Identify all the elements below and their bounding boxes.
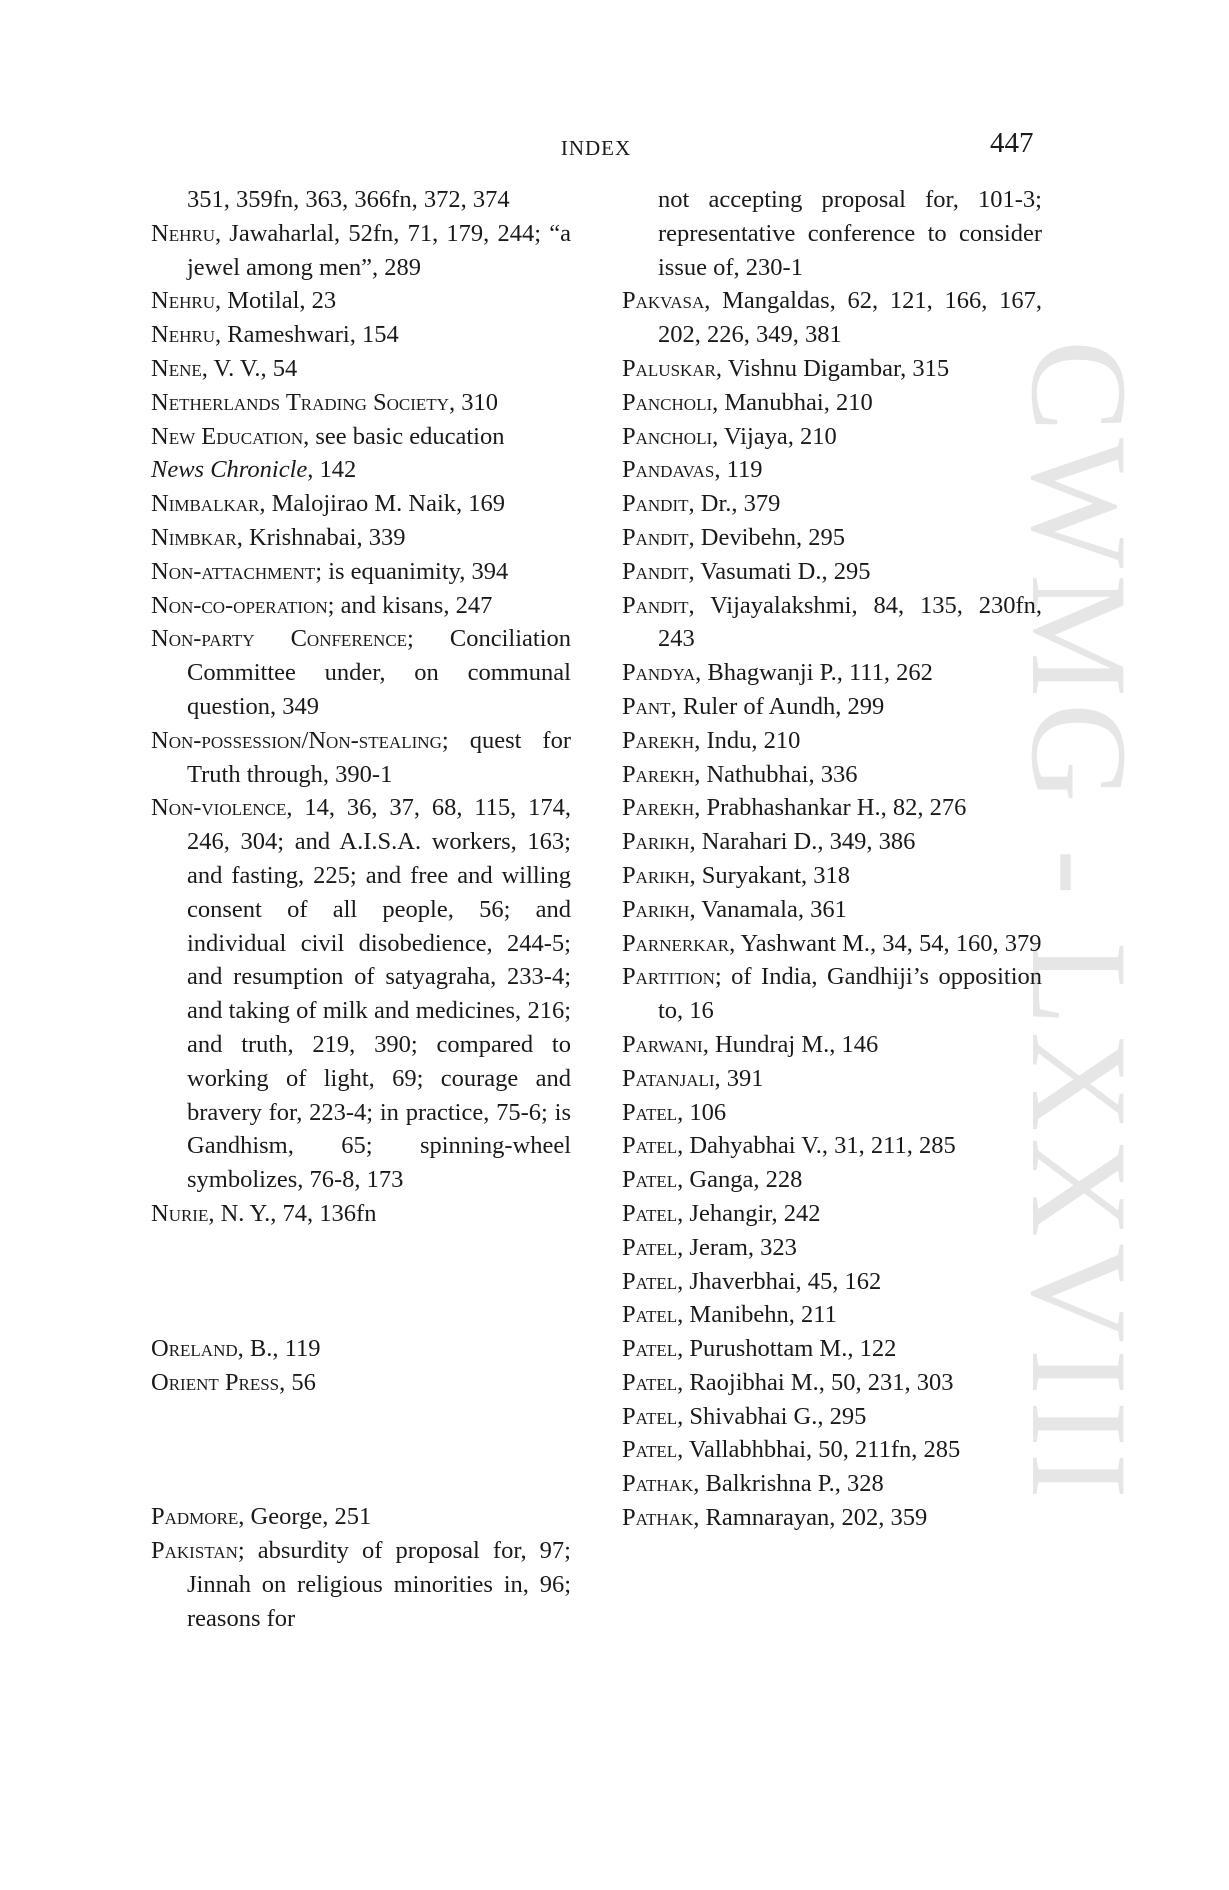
entry-locators: , Ramnarayan, 202, 359 <box>693 1504 928 1532</box>
entry-locators: , Jehangir, 242 <box>677 1199 821 1227</box>
index-entry <box>622 1501 1042 1535</box>
letter-gap <box>151 1399 571 1500</box>
entry-heading: Pancholi <box>622 388 713 416</box>
page-number: 447 <box>990 127 1034 159</box>
index-entry <box>151 1332 571 1366</box>
index-entry <box>151 284 571 318</box>
entry-heading: Patel <box>622 1436 678 1464</box>
entry-heading: Parikh <box>622 828 690 856</box>
entry-locators: , 106 <box>677 1098 727 1126</box>
index-entry <box>151 555 571 589</box>
index-entry <box>622 1129 1042 1163</box>
index-entry <box>151 622 571 723</box>
entry-heading: Parnerkar <box>622 929 730 957</box>
entry-heading: Padmore <box>151 1503 239 1531</box>
entry-locators: , Balkrishna P., 328 <box>693 1470 884 1498</box>
entry-heading: Parwani <box>622 1030 703 1058</box>
index-entry <box>622 724 1042 758</box>
index-entry <box>622 1096 1042 1130</box>
entry-heading: Nimbalkar <box>151 490 260 518</box>
running-header: INDEX <box>560 136 632 160</box>
entry-locators: , Ruler of Aundh, 299 <box>670 692 885 720</box>
index-entry <box>622 859 1042 893</box>
entry-locators: , Suryakant, 318 <box>689 861 851 889</box>
entry-locators: , Ganga, 228 <box>677 1166 803 1194</box>
entry-heading: Parikh <box>622 861 690 889</box>
entry-heading: Pancholi <box>622 422 713 450</box>
index-entry <box>622 927 1042 961</box>
entry-locators: , Rameshwari, 154 <box>214 321 399 349</box>
index-entry <box>151 352 571 386</box>
index-group-o <box>151 1332 571 1400</box>
index-entry <box>151 318 571 352</box>
index-entry <box>151 217 571 285</box>
entry-heading: Pandit <box>622 523 689 551</box>
index-entry <box>622 183 1042 284</box>
index-group-n <box>151 183 571 1231</box>
index-entry <box>151 521 571 555</box>
entry-locators: not accepting proposal for, 101-3; representative conference to consider issue of, 230-1 <box>658 186 1042 281</box>
index-entry <box>622 656 1042 690</box>
entry-heading: Orient Press <box>151 1368 280 1396</box>
index-entry <box>622 284 1042 352</box>
entry-locators: , Malojirao M. Naik, 169 <box>259 490 506 518</box>
index-entry <box>622 690 1042 724</box>
entry-locators: , Krishnabai, 339 <box>236 523 406 551</box>
entry-heading: Pathak <box>622 1470 694 1498</box>
index-entry <box>151 183 571 217</box>
entry-heading: Patel <box>622 1233 678 1261</box>
index-entry <box>151 1534 571 1635</box>
entry-locators: , Vanamala, 361 <box>689 895 847 923</box>
entry-heading: Pandit <box>622 591 689 619</box>
index-column-left <box>151 183 571 1635</box>
entry-locators: , Manubhai, 210 <box>712 388 873 416</box>
entry-locators: ; of India, Gandhiji’s opposition to, 16 <box>658 963 1042 1025</box>
entry-locators: , Vallabhbhai, 50, 211fn, 285 <box>677 1436 961 1464</box>
entry-heading: Non-violence <box>151 794 287 822</box>
entry-heading: Nehru <box>151 287 215 315</box>
entry-locators: , Nathubhai, 336 <box>694 760 858 788</box>
index-entry <box>622 791 1042 825</box>
entry-locators: ; is equanimity, 394 <box>315 557 509 585</box>
index-entry <box>151 1500 571 1534</box>
index-entry <box>622 1400 1042 1434</box>
entry-heading: Parekh <box>622 726 695 754</box>
entry-heading: Netherlands Trading Society <box>151 388 449 416</box>
index-entry <box>622 1028 1042 1062</box>
entry-heading: Parekh <box>622 760 695 788</box>
entry-heading: Non-possession/Non-stealing <box>151 726 442 754</box>
entry-heading: Patel <box>622 1199 678 1227</box>
index-entry <box>622 1332 1042 1366</box>
entry-heading: Non-party Conference <box>151 625 408 653</box>
entry-locators: , Vishnu Digambar, 315 <box>715 354 950 382</box>
index-entry <box>151 453 571 487</box>
entry-locators: , Vijaya, 210 <box>712 422 837 450</box>
entry-locators: , 119 <box>714 456 763 484</box>
entry-heading: New Education <box>151 422 304 450</box>
entry-locators: , V. V., 54 <box>201 354 298 382</box>
entry-heading: Nimbkar <box>151 523 237 551</box>
entry-heading: Patel <box>622 1267 678 1295</box>
entry-locators: , Bhagwanji P., 111, 262 <box>695 659 933 687</box>
index-entry <box>151 1366 571 1400</box>
index-entry <box>622 1366 1042 1400</box>
entry-locators: , Hundraj M., 146 <box>702 1030 879 1058</box>
index-entry <box>151 487 571 521</box>
index-entry <box>622 1197 1042 1231</box>
entry-heading: Nehru <box>151 219 215 247</box>
index-entry <box>622 1467 1042 1501</box>
entry-locators: , Narahari D., 349, 386 <box>689 828 916 856</box>
index-entry <box>622 555 1042 589</box>
entry-heading: Partition <box>622 963 715 991</box>
index-entry <box>151 1197 571 1231</box>
index-entry <box>622 420 1042 454</box>
entry-locators: , 310 <box>448 388 498 416</box>
entry-locators: , Vasumati D., 295 <box>688 557 871 585</box>
index-entry <box>151 791 571 1197</box>
entry-locators: , Jeram, 323 <box>677 1233 797 1261</box>
entry-locators: , Prabhashankar H., 82, 276 <box>694 794 967 822</box>
entry-locators: , Motilal, 23 <box>214 287 337 315</box>
index-entry <box>151 589 571 623</box>
entry-locators: , Indu, 210 <box>694 726 801 754</box>
index-entry <box>151 386 571 420</box>
entry-locators: , George, 251 <box>238 1503 372 1531</box>
index-entry <box>622 1298 1042 1332</box>
entry-heading: Pandit <box>622 557 689 585</box>
entry-heading: Patel <box>622 1132 678 1160</box>
entry-locators: 351, 359fn, 363, 366fn, 372, 374 <box>187 186 510 213</box>
index-entry <box>622 589 1042 657</box>
entry-heading: Nehru <box>151 321 215 349</box>
entry-heading: Patel <box>622 1335 678 1363</box>
index-entry <box>622 1231 1042 1265</box>
entry-heading: Patel <box>622 1368 678 1396</box>
entry-locators: , Dr., 379 <box>688 490 781 518</box>
entry-locators: , Vijayalakshmi, 84, 135, 230fn, 243 <box>658 591 1042 653</box>
entry-heading: Non-attachment <box>151 557 316 585</box>
entry-heading: Non-co-operation <box>151 591 328 619</box>
entry-heading: Pant <box>622 692 671 720</box>
entry-locators: ; Conciliation Committee under, on communal question, 349 <box>187 625 572 720</box>
entry-locators: , Raojibhai M., 50, 231, 303 <box>677 1368 954 1396</box>
entry-heading: Pandya <box>622 659 696 687</box>
index-entry <box>622 825 1042 859</box>
entry-heading: News Chronicle <box>151 456 308 484</box>
index-entry <box>151 724 571 792</box>
entry-heading: Oreland <box>151 1334 238 1362</box>
entry-locators: , Dahyabhai V., 31, 211, 285 <box>677 1132 956 1160</box>
index-entry <box>622 487 1042 521</box>
entry-locators: , 142 <box>307 456 357 484</box>
entry-heading: Pathak <box>622 1504 694 1532</box>
entry-heading: Parikh <box>622 895 690 923</box>
index-entry <box>151 420 571 454</box>
entry-heading: Nene <box>151 354 202 382</box>
entry-locators: , Mangaldas, 62, 121, 166, 167, 202, 226, 349, 381 <box>658 287 1042 349</box>
entry-heading: Patanjali <box>622 1064 715 1092</box>
index-entry <box>622 1433 1042 1467</box>
index-entry <box>622 758 1042 792</box>
entry-locators: ; absurdity of proposal for, 97; Jinnah on religious minorities in, 96; reasons for <box>187 1537 571 1632</box>
entry-heading: Parekh <box>622 794 695 822</box>
entry-locators: , Devibehn, 295 <box>688 523 846 551</box>
entry-locators: , 14, 36, 37, 68, 115, 174, 246, 304; and A.I.S.A. workers, 163; and fasting, 225; and free and willing consent of all people, 56; and individual civil disobedience, 244-5; and resumption of satyagraha, 233-4; and taking of milk and medicines, 216; and truth, 219, 390; compared to working of light, 69; courage and bravery for, 223-4; in practice, 75-6; is Gandhism, 65; spinning-wheel symbolizes, 76-8, 173 <box>187 794 571 1194</box>
entry-locators: , N. Y., 74, 136fn <box>208 1199 377 1227</box>
entry-locators: , Purushottam M., 122 <box>677 1335 897 1363</box>
index-entry <box>622 1163 1042 1197</box>
entry-locators: ; quest for Truth through, 390-1 <box>187 726 571 788</box>
watermark: CWMG - LXXVIII <box>1003 340 1156 1505</box>
entry-locators: , Jhaverbhai, 45, 162 <box>677 1267 882 1295</box>
entry-heading: Patel <box>622 1301 678 1329</box>
entry-locators: , Shivabhai G., 295 <box>677 1402 867 1430</box>
index-entry <box>622 1265 1042 1299</box>
entry-locators: , Yashwant M., 34, 54, 160, 379 <box>729 929 1042 957</box>
index-group-p <box>151 1500 571 1635</box>
entry-heading: Patel <box>622 1166 678 1194</box>
entry-heading: Pandavas <box>622 456 715 484</box>
index-entry <box>622 453 1042 487</box>
entry-locators: , Jawaharlal, 52fn, 71, 179, 244; “a jewel among men”, 289 <box>187 219 571 281</box>
entry-heading: Paluskar <box>622 354 716 382</box>
index-entry <box>622 386 1042 420</box>
entry-locators: , 56 <box>279 1368 316 1396</box>
entry-heading: Pakistan <box>151 1537 238 1565</box>
index-entry <box>622 1062 1042 1096</box>
index-entry <box>622 352 1042 386</box>
entry-locators: , 391 <box>714 1064 764 1092</box>
index-group-p-continued <box>622 183 1042 1535</box>
entry-locators: , Manibehn, 211 <box>677 1301 837 1329</box>
index-column-right <box>622 183 1042 1535</box>
letter-gap <box>151 1231 571 1332</box>
entry-heading: Nurie <box>151 1199 209 1227</box>
entry-heading: Pakvasa <box>622 287 705 315</box>
entry-heading: Patel <box>622 1402 678 1430</box>
entry-locators: , see basic education <box>303 422 505 450</box>
index-entry <box>622 893 1042 927</box>
index-entry <box>622 521 1042 555</box>
index-entry <box>622 960 1042 1028</box>
entry-locators: , B., 119 <box>237 1334 321 1362</box>
entry-heading: Pandit <box>622 490 689 518</box>
entry-heading: Patel <box>622 1098 678 1126</box>
entry-locators: ; and kisans, 247 <box>327 591 493 619</box>
